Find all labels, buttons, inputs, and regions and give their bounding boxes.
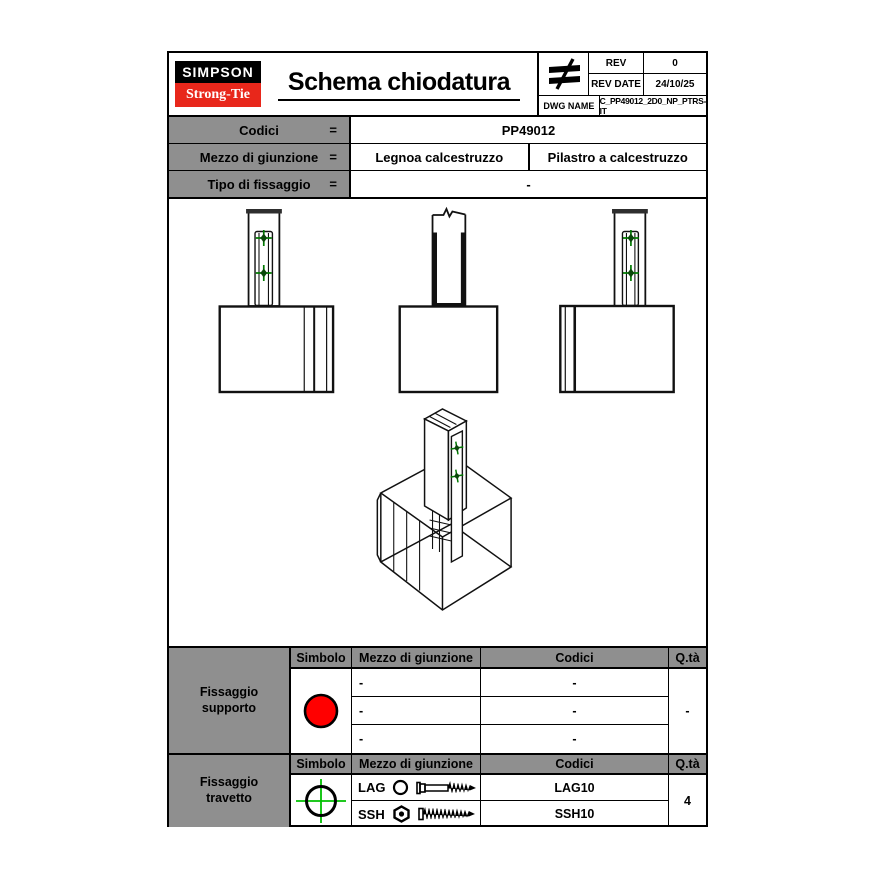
mezzo-value-left: Legnoa calcestruzzo [351, 144, 530, 170]
technical-drawing-svg [169, 199, 706, 646]
support-symbol-cell [291, 669, 352, 753]
ssh-screw-icon [418, 805, 480, 823]
joist-fixing-table [169, 753, 706, 827]
support-mezzo-2: - [352, 725, 481, 753]
info-table [169, 117, 706, 199]
dwg-name-label: DWG NAME [539, 96, 600, 115]
col-header-codici: Codici [481, 755, 669, 775]
red-circle-icon [299, 689, 343, 733]
drawing-views [169, 199, 706, 646]
col-header-mezzo: Mezzo di giunzione [352, 648, 481, 669]
codici-label: Codici [239, 122, 279, 138]
support-row-label: Fissaggio supporto [169, 648, 291, 753]
support-codici-0: - [481, 669, 669, 697]
revision-block [537, 53, 706, 115]
logo-strongtie: Strong-Tie [175, 83, 261, 107]
equals-sign: = [329, 149, 337, 165]
info-row-tipo [169, 171, 706, 197]
view-right [560, 209, 673, 392]
lag-screw-icon [416, 779, 478, 797]
tipo-value: - [526, 176, 531, 192]
view-left [220, 209, 333, 392]
col-header-qta: Q.tà [669, 648, 706, 669]
tipo-label: Tipo di fissaggio [207, 176, 311, 192]
logo-simpson: SIMPSON [175, 61, 261, 83]
projection-symbol-icon [539, 53, 589, 95]
joist-row-label: Fissaggio travetto [169, 755, 291, 827]
support-mezzo-0: - [352, 669, 481, 697]
logo-title-area [169, 53, 537, 115]
simpson-strongtie-logo [175, 61, 261, 107]
drawing-sheet [167, 51, 708, 827]
col-header-qta: Q.tà [669, 755, 706, 775]
title-block [169, 53, 706, 117]
rev-date-value: 24/10/25 [655, 79, 695, 90]
page-title: Schema chiodatura [278, 68, 520, 101]
rev-date-label: REV DATE [589, 74, 644, 95]
ssh-label: SSH [358, 806, 385, 822]
lag-head-icon [392, 779, 409, 796]
info-row-codici [169, 117, 706, 144]
col-header-simbolo: Simbolo [291, 755, 352, 775]
joist-mezzo-lag [352, 775, 481, 801]
lag-label: LAG [358, 780, 386, 795]
support-qty: - [685, 704, 690, 718]
col-header-mezzo: Mezzo di giunzione [352, 755, 481, 775]
rev-value: 0 [644, 53, 706, 74]
joist-codici-lag: LAG10 [481, 775, 669, 801]
view-isometric [377, 409, 511, 610]
support-codici-1: - [481, 697, 669, 725]
col-header-simbolo: Simbolo [291, 648, 352, 669]
info-row-mezzo [169, 144, 706, 171]
equals-sign: = [329, 176, 337, 192]
joist-symbol-cell [291, 775, 352, 827]
joist-mezzo-ssh [352, 801, 481, 827]
col-header-codici: Codici [481, 648, 669, 669]
ssh-head-icon [392, 805, 411, 823]
support-mezzo-1: - [352, 697, 481, 725]
mezzo-label: Mezzo di giunzione [199, 149, 319, 165]
support-codici-2: - [481, 725, 669, 753]
dwg-name-value: C_PP49012_2D0_NP_PTRS-IT [599, 95, 706, 116]
support-fixing-table [169, 646, 706, 753]
joist-codici-ssh: SSH10 [481, 801, 669, 827]
crosshair-circle-icon [295, 777, 347, 825]
equals-sign: = [329, 122, 337, 138]
joist-qty: 4 [684, 794, 691, 808]
mezzo-value-right: Pilastro a calcestruzzo [547, 149, 688, 165]
view-middle [400, 209, 497, 392]
codici-value: PP49012 [501, 122, 556, 138]
rev-label: REV [589, 53, 644, 74]
